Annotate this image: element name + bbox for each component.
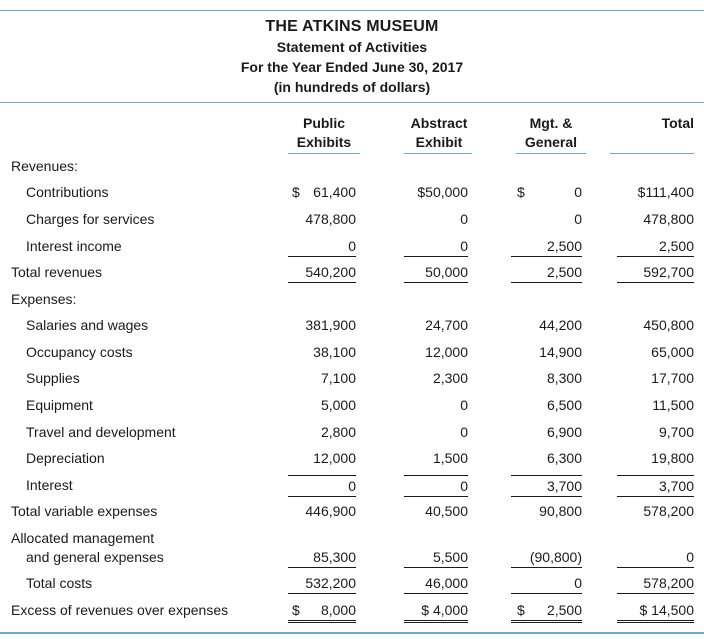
bottom-rule	[0, 632, 704, 634]
col-header-rule	[516, 153, 586, 154]
col-header-public-exhibits: Public Exhibits	[296, 115, 352, 150]
row-allocated-management: Allocated management	[11, 530, 155, 546]
col-header-mgt-general: Mgt. & General	[524, 115, 578, 150]
row-interest: Interest 0 0 3,700 3,700	[0, 475, 704, 495]
row-occupancy-costs: Occupancy costs 38,100 12,000 14,900 65,000	[26, 344, 694, 360]
row-depreciation: Depreciation 12,000 1,500 6,300 19,800	[26, 450, 694, 466]
col-header-rule	[288, 153, 360, 154]
col-header-rule	[404, 153, 472, 154]
top-rule	[0, 10, 704, 11]
row-salaries-and-wages: Salaries and wages 381,900 24,700 44,200 450,800	[26, 317, 694, 333]
row-equipment: Equipment 5,000 0 6,500 11,500	[26, 397, 694, 413]
row-allocated-general-expenses: and general expenses 85,300 5,500 (90,800) 0	[0, 547, 704, 567]
row-charges-for-services: Charges for services 478,800 0 0 478,800	[26, 211, 694, 227]
row-excess-of-revenues: Excess of revenues over expenses $ 8,000 $ 4,000 $ 2,500 $ 14,500	[0, 600, 704, 620]
header-rule	[0, 102, 704, 103]
statement-title: Statement of Activities	[276, 39, 428, 55]
org-name: THE ATKINS MUSEUM	[265, 18, 439, 35]
col-header-abstract-exhibit: Abstract Exhibit	[410, 115, 468, 150]
row-total-variable-expenses: Total variable expenses 446,900 40,500 90,800 578,200	[11, 503, 694, 519]
row-total-revenues: Total revenues 540,200 50,000 2,500 592,700	[0, 262, 704, 282]
col-header-rule	[610, 153, 694, 154]
row-contributions: Contributions $ 61,400 $50,000 $ 0 $111,400	[26, 184, 694, 200]
row-supplies: Supplies 7,100 2,300 8,300 17,700	[26, 370, 694, 386]
statement-units: (in hundreds of dollars)	[273, 79, 431, 95]
statement-period: For the Year Ended June 30, 2017	[240, 59, 464, 75]
col-header-total: Total	[661, 115, 694, 131]
row-revenues-heading: Revenues:	[11, 158, 78, 174]
statement-header	[0, 17, 704, 97]
row-travel-and-development: Travel and development 2,800 0 6,900 9,700	[26, 424, 694, 440]
row-total-costs: Total costs 532,200 46,000 0 578,200	[0, 573, 704, 593]
row-interest-income: Interest income 0 0 2,500 2,500	[0, 236, 704, 256]
row-expenses-heading: Expenses:	[11, 291, 77, 307]
